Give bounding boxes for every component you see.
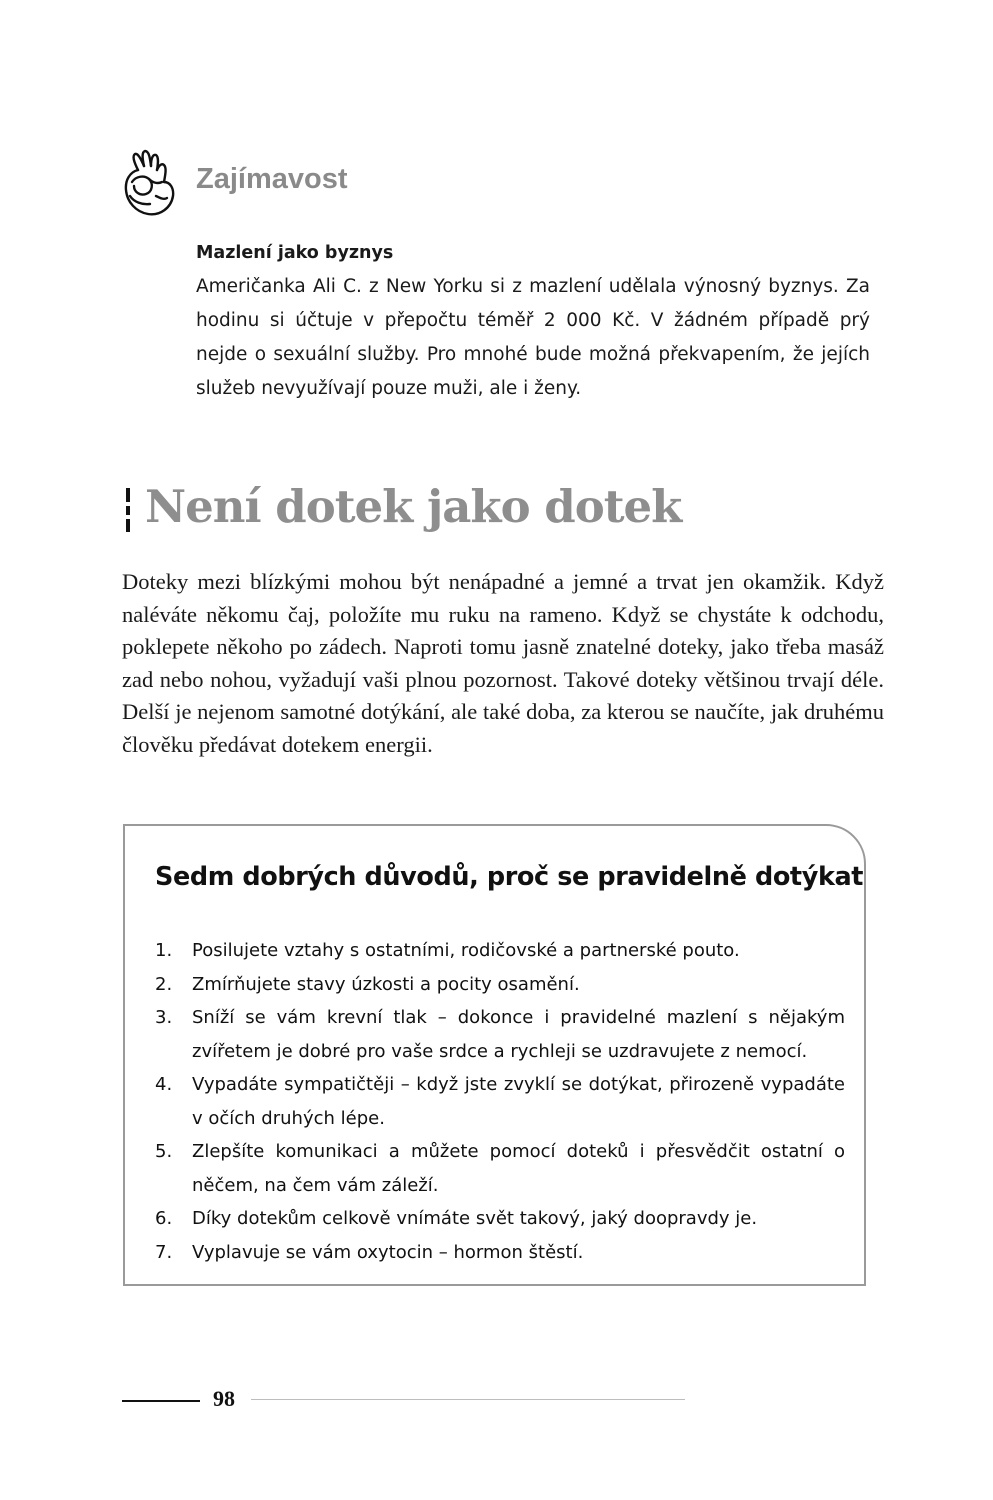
tip-label: Zajímavost — [196, 163, 348, 195]
list-item — [155, 1068, 845, 1135]
list-item — [155, 934, 845, 968]
list-item-number: 3. — [155, 1007, 173, 1028]
section-marker — [126, 488, 130, 532]
reasons-box-title: Sedm dobrých důvodů, proč se pravidelně dotýkat — [155, 862, 864, 892]
reasons-box — [123, 824, 866, 1286]
list-item — [155, 1135, 845, 1202]
tip-body — [196, 240, 870, 406]
ok-hand-icon — [118, 148, 178, 224]
list-item — [155, 1202, 845, 1236]
section-title: Není dotek jako dotek — [145, 480, 682, 533]
list-item-number: 1. — [155, 940, 173, 961]
list-item-number: 5. — [155, 1141, 173, 1162]
footer-rule-right — [251, 1399, 685, 1400]
body-paragraph: Doteky mezi blízkými mohou být nenápadné a jemné a trvat jen okamžik. Když naléváte někomu čaj, položíte mu ruku na rameno. Když se chystáte k odchodu, poklepete někoho po zádech. Naproti tomu jasně znatelné doteky, jako třeba masáž zad nebo nohou, vyžadují vaši plnou pozornost. Takové doteky většinou trvají déle. Delší je nejenom samotné dotýkání, ale také doba, za kterou se naučíte, jak druhému člověku předávat dotekem energii. — [122, 569, 884, 757]
list-item-number: 4. — [155, 1074, 173, 1095]
list-item — [155, 1001, 845, 1068]
footer-rule-left — [122, 1400, 200, 1402]
tip-title: Mazlení jako byznys — [196, 243, 394, 263]
list-item — [155, 968, 845, 1002]
list-item — [155, 1236, 845, 1270]
tip-text: Američanka Ali C. z New Yorku si z mazlení udělala výnosný byznys. Za hodinu si účtuje v přepočtu téměř 2 000 Kč. V žádném případě prý nejde o sexuální služby. Pro mnohé bude možná překvapením, že jejích služeb nevyužívají pouze muži, ale i ženy. — [196, 276, 870, 399]
list-item-text: Sníží se vám krevní tlak – dokonce i pravidelné mazlení s nějakým zvířetem je dobré pro vaše srdce a rychleji se uzdravujete z nemocí. — [192, 1007, 845, 1062]
list-item-text: Posilujete vztahy s ostatními, rodičovské a partnerské pouto. — [192, 940, 740, 961]
list-item-text: Zlepšíte komunikaci a můžete pomocí doteků i přesvědčit ostatní o něčem, na čem vám záleží. — [192, 1141, 845, 1196]
reasons-list — [155, 934, 845, 1269]
page-number: 98 — [213, 1386, 235, 1411]
list-item-number: 6. — [155, 1208, 173, 1229]
list-item-number: 2. — [155, 973, 173, 995]
list-item-text: Zmírňujete stavy úzkosti a pocity osamění. — [192, 973, 580, 995]
list-item-text: Vypadáte sympatičtěji – když jste zvyklí se dotýkat, přirozeně vypadáte v očích druhých lépe. — [192, 1074, 845, 1129]
list-item-number: 7. — [155, 1241, 173, 1263]
list-item-text: Vyplavuje se vám oxytocin – hormon štěstí. — [192, 1241, 584, 1263]
list-item-text: Díky dotekům celkově vnímáte svět takový, jaký doopravdy je. — [192, 1208, 758, 1229]
